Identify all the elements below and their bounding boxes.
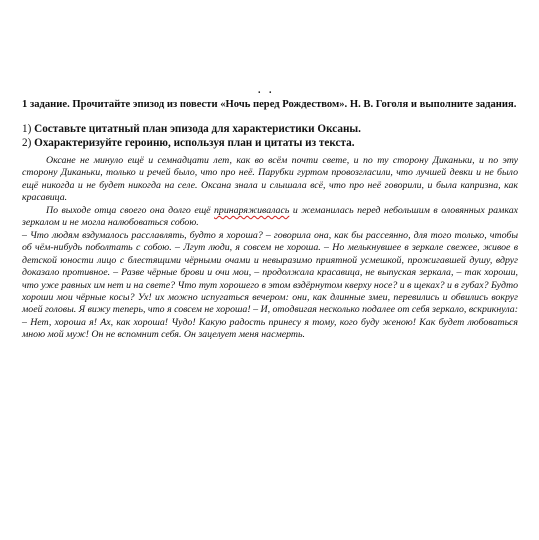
passage-paragraph-2 xyxy=(22,205,518,230)
task-title: 1 задание. Прочитайте эпизод из повести «Ночь перед Рождеством». Н. В. Гоголя и выполните задания. xyxy=(22,99,517,110)
top-marks: . . xyxy=(258,85,275,96)
passage-text: и жеманилась перед небольшим в оловянных рамках зеркалом и не могла налюбоваться собою. xyxy=(22,204,518,229)
task-number: 1) xyxy=(22,123,32,135)
story-passage xyxy=(22,155,518,342)
task-text: Составьте цитатный план эпизода для характеристики Оксаны. xyxy=(34,123,361,135)
spellcheck-flagged-word[interactable]: принаряживалась xyxy=(214,204,290,216)
passage-paragraph-1: Оксане не минуло ещё и семнадцати лет, как во всём почти свете, и по ту сторону Диканьки, и по эту сторону Диканьки, только и речей было, что про неё. Парубки гуртом провозгласили, что лучшей девки и не было ещё никогда и не будет никогда на селе. Оксана знала и слышала всё, что про неё говорили, и была капризна, как красавица. xyxy=(22,155,518,204)
passage-paragraph-3: – Что людям вздумалось расславлять, будто я хороша? – говорила она, как бы рассеянно, для того только, чтобы об чём-нибудь поболтать с собою. – Лгут люди, я совсем не хороша. – Но мелькнувшее в зеркале свежее, живое в детской юности лицо с блестящими чёрными очами и невыразимо приятной усмешкой, прожигавшей душу, вдруг доказало противное. – Разве чёрные брови и очи мои, – продолжала красавица, не выпуская зеркала, – так хороши, что уже равных им нет и на свете? Что тут хорошего в этом вздёрнутом кверху носе? и в щеках? и в губах? Будто хороши мои чёрные косы? Ух! их можно испугаться вечером: они, как длинные змеи, перевились и обвились вокруг моей головы. Я вижу теперь, что я совсем не хороша! – И, отодвигая несколько подалее от себя зеркало, вскрикнула: – Нет, хороша я! Ах, как хороша! Чудо! Какую радость принесу я тому, кого буду женою! Как будет любоваться мною мой муж! Он не вспомнит себя. Он зацелует меня насмерть. xyxy=(22,229,518,341)
task-number: 2) xyxy=(22,137,32,149)
passage-text: По выходе отца своего она долго ещё xyxy=(46,204,214,216)
task-item-2 xyxy=(22,137,522,150)
task-text: Охарактеризуйте героиню, используя план и цитаты из текста. xyxy=(34,137,355,149)
task-item-1 xyxy=(22,123,522,136)
